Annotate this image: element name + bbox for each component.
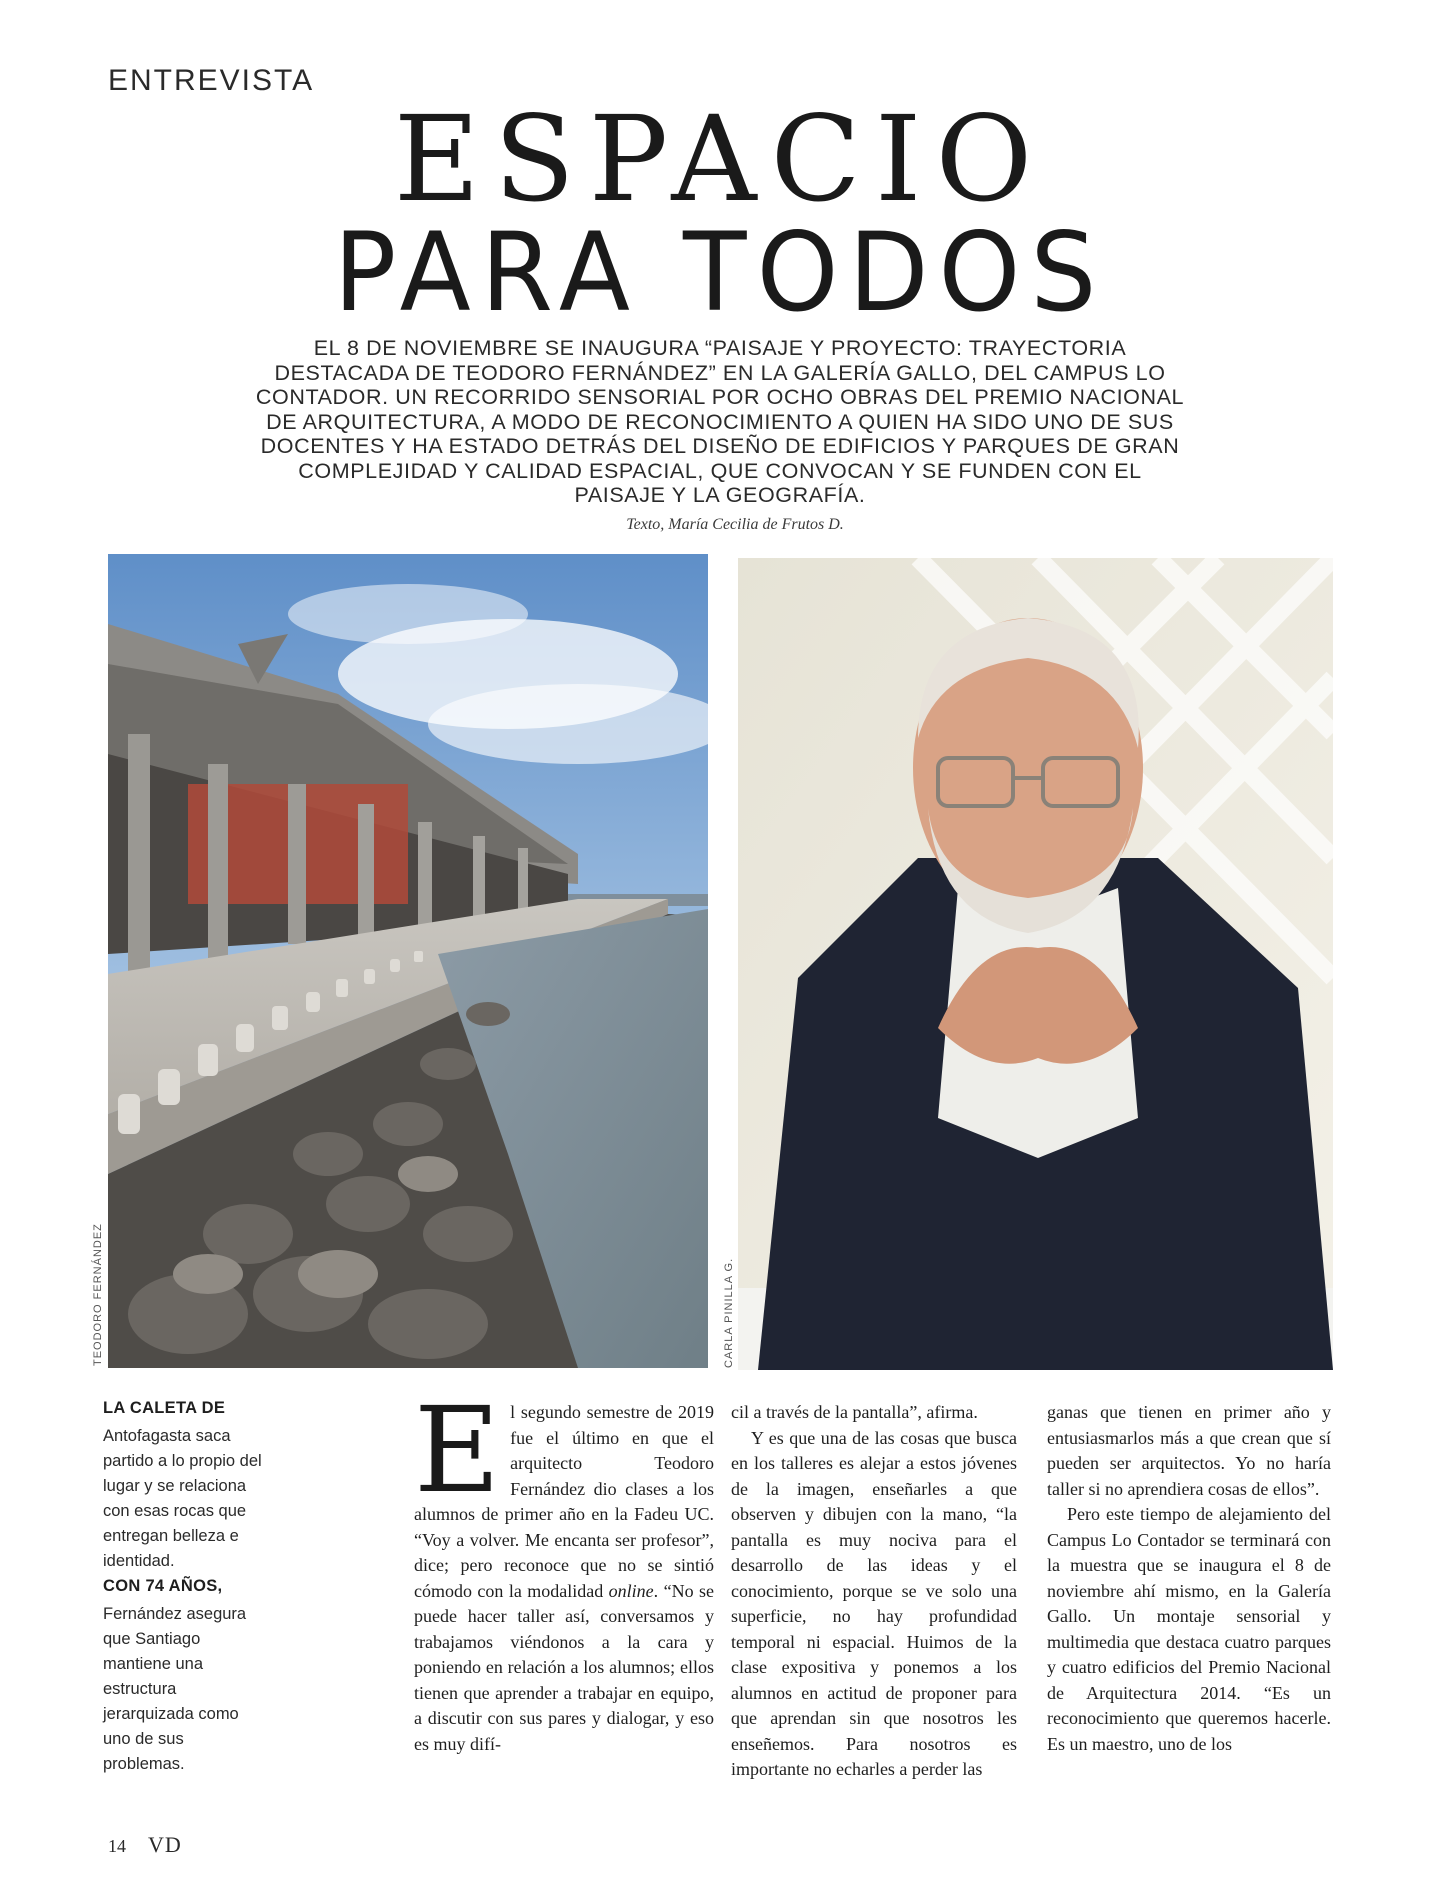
column-2-paragraph-1: cil a través de la pantalla”, afirma. [731, 1402, 978, 1422]
byline: Texto, María Cecilia de Frutos D. [626, 516, 844, 533]
caption-1-text: Antofagasta saca partido a lo propio del lugar y se relaciona con esas rocas que entregan belleza e identidad. [103, 1427, 262, 1570]
title-line-2: PARA TODOS [333, 207, 1107, 337]
article-column-1 [414, 1381, 715, 1757]
photo-credit-right: CARLA PINILLA G. [723, 1257, 735, 1368]
photo-portrait [738, 558, 1333, 1370]
photo-caleta-building [108, 554, 708, 1368]
drop-cap: E [414, 1381, 501, 1519]
column-3-paragraph-2: Pero este tiempo de alejamiento del Campus Lo Contador se terminará con la muestra que se inaugura el 8 de noviembre ahí mismo, en la Galería Gallo. Un montaje sensorial y multimedia que destaca cuatro parques y cuatro edificios del Premio Nacional de Arquitectura 2014. “Es un reconocimiento que queremos hacerle. Es un maestro, uno de los [1047, 1504, 1331, 1754]
column-3-paragraph-1: ganas que tienen en primer año y entusiasmarlos más a que crean que sí pueden ser arquitectos. Yo no haría taller si no aprendiera cosas de ellos”. [1047, 1402, 1331, 1499]
caption-1-heading: LA CALETA DE [103, 1399, 226, 1417]
magazine-logo: VD [148, 1832, 182, 1857]
caption-2-heading: CON 74 AÑOS, [103, 1577, 223, 1595]
column-1-italic: online [608, 1580, 654, 1601]
photo-credit-left: TEODORO FERNÁNDEZ [92, 1223, 104, 1366]
column-2-paragraph-2: Y es que una de las cosas que busca en los talleres es alejar a estos jóvenes de la imagen, enseñarles a que observen y dibujen con la mano, “la pantalla es muy nociva para el desarrollo de las ideas y el conocimiento, porque se ve solo una superficie, no hay profundidad temporal ni espacial. Huimos de la clase expositiva y ponemos a los alumnos en actitud de proponer para que aprendan sin que nosotros les enseñemos. Para nosotros es importante no echarles a perder las [731, 1427, 1017, 1779]
caleta-building-image [108, 554, 708, 1368]
article-column-2 [731, 1400, 1017, 1783]
column-1-text-a: l segundo semestre de 2019 fue el último en que el arquitecto Teodoro Fernández dio clases a los alumnos de primer año en la Fadeu UC. “Voy a volver. Me encanta ser profesor”, dice; pero reconoce que no se sintió cómodo con la modalidad [414, 1402, 714, 1601]
column-1-text-b: . “No se puede hacer taller así, conversamos y trabajamos viéndonos a la cara y poniendo en relación a los alumnos; ellos tienen que aprender a trabajar en equipo, a discutir con sus pares y dialogar, y eso es muy difí- [414, 1580, 715, 1754]
article-deck: EL 8 DE NOVIEMBRE SE INAUGURA “PAISAJE Y PROYECTO: TRAYECTORIA DESTACADA DE TEODORO FERNÁNDEZ” EN LA GALERÍA GALLO, DEL CAMPUS LO CONTADOR. UN RECORRIDO SENSORIAL POR OCHO OBRAS DEL PREMIO NACIONAL DE ARQUITECTURA, A MODO DE RECONOCIMIENTO A QUIEN HA SIDO UNO DE SUS DOCENTES Y HA ESTADO DETRÁS DEL DISEÑO DE EDIFICIOS Y PARQUES DE GRAN COMPLEJIDAD Y CALIDAD ESPACIAL, QUE CONVOCAN Y SE FUNDEN CON EL PAISAJE Y LA GEOGRAFÍA. [255, 336, 1185, 507]
portrait-image [738, 558, 1333, 1370]
title-line-1: ESPACIO [393, 90, 1047, 228]
section-label: ENTREVISTA [108, 64, 315, 97]
caption-2-text: Fernández asegura que Santiago mantiene una estructura jerarquizada como uno de sus problemas. [103, 1605, 247, 1773]
page-number: 14 [108, 1836, 126, 1856]
article-column-3 [1047, 1400, 1331, 1757]
